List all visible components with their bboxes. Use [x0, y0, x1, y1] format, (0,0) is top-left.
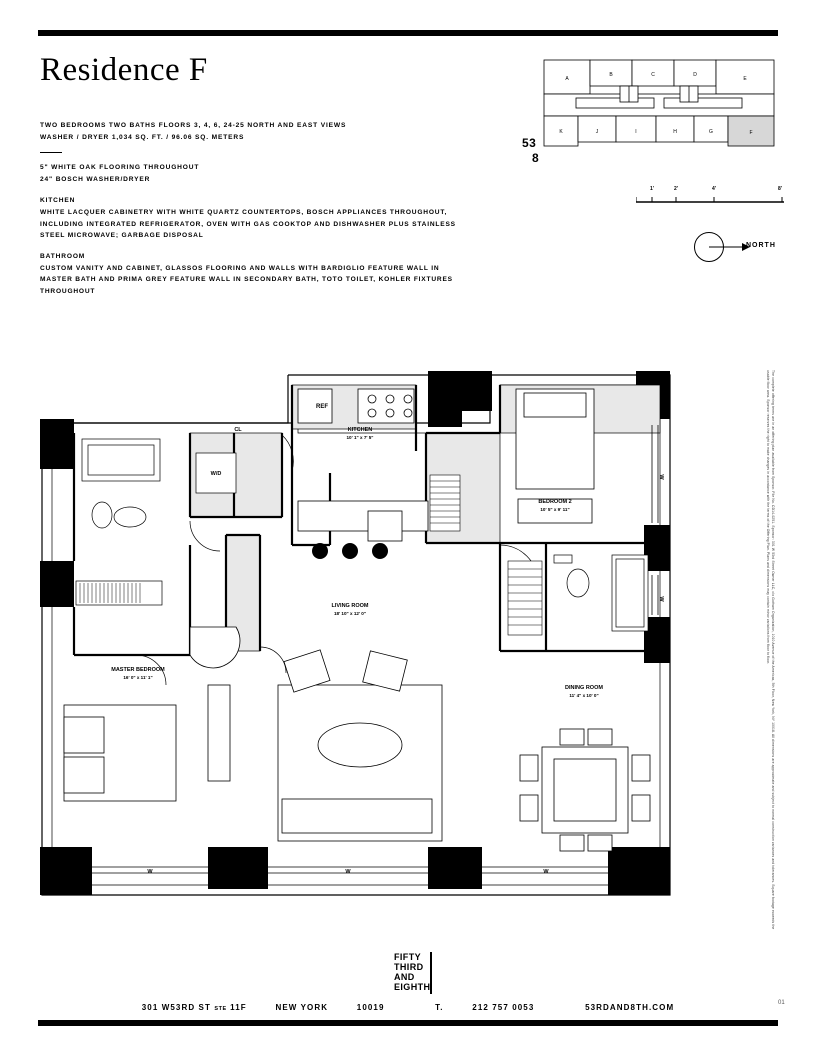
svg-text:F: F — [749, 130, 753, 136]
window-mark-right-1: W — [658, 474, 664, 480]
kitchen-body: WHITE LACQUER CABINETRY WITH WHITE QUARTZ COUNTERTOPS, BOSCH APPLIANCES THROUGHOUT, INCLUDING INTEGRATED REFRIGERATOR, OVEN WITH GAS COOKTOP AND DISHWASHER PLUS STAINLESS STEEL MICROWAVE; GARBAGE DISPOSAL — [40, 209, 456, 239]
north-indicator — [694, 232, 790, 268]
svg-text:I: I — [635, 129, 637, 135]
legal-disclaimer: The complete offering terms are in an offering plan available from Sponsor. File No. CD14-0251. Sponsor: 301 W 53rd Street Owner LLC, c/o Gotham Organization, 1010 Avenue of the Americas, 5th Floor, New York, NY 10018. All dimensions are approximate and subject to normal construction variances and tolerances. Square footage exceeds the usable floor area. Sponsor reserves the right to make changes in accordance with the terms of the Offering Plan. Plans and dimensions may contain minor variations from floor to floor. — [765, 370, 775, 930]
master-dims: 16' 0" x 11' 1" — [123, 675, 153, 680]
logo-divider — [430, 952, 432, 994]
scale-tick-4: 8' — [778, 186, 782, 192]
page-title: Residence F — [40, 52, 208, 88]
ref-label: REF — [316, 404, 328, 410]
footer-address: 301 W53RD ST — [141, 1003, 211, 1012]
key-plan — [522, 58, 782, 165]
footer-contact — [0, 1003, 816, 1012]
svg-text:D: D — [693, 72, 697, 78]
living-dims: 18' 10" x 12' 0" — [333, 611, 367, 616]
spec-line-2: WASHER / DRYER 1,034 SQ. FT. / 96.06 SQ. METERS — [40, 133, 245, 141]
bedroom2-dims: 10' 5" x 9' 11" — [540, 507, 570, 512]
window-mark-bottom-3: W — [543, 869, 549, 875]
dining-name: DINING ROOM — [565, 685, 603, 691]
bedroom2-name: BEDROOM 2 — [538, 499, 572, 505]
kitchen-section — [40, 197, 460, 242]
footer-phone[interactable]: 212 757 0053 — [472, 1003, 535, 1012]
window-mark-bottom-1: W — [147, 869, 153, 875]
north-label: NORTH — [746, 242, 776, 249]
footer-suite: 11F — [230, 1003, 247, 1012]
bathroom-heading: BATHROOM — [40, 252, 86, 260]
window-mark-right-2: W — [658, 596, 664, 602]
svg-text:E: E — [743, 76, 747, 82]
svg-text:K: K — [559, 129, 563, 135]
svg-text:A: A — [565, 76, 569, 82]
scale-bar — [636, 186, 784, 208]
floor-plan — [30, 355, 690, 915]
svg-text:H: H — [673, 129, 677, 135]
closet-label: CL — [234, 427, 242, 433]
key-plan-floor-top: 53 — [522, 136, 537, 150]
footer-address-ste: STE — [214, 1006, 227, 1012]
logo-line-1: FIFTY — [394, 952, 421, 962]
kitchen-dims: 10' 1" x 7' 5" — [346, 435, 374, 440]
scale-tick-1: 1' — [650, 186, 654, 192]
window-mark-bottom-2: W — [345, 869, 351, 875]
bathroom-body: CUSTOM VANITY AND CABINET, GLASSOS FLOORING AND WALLS WITH BARDIGLIO FEATURE WALL IN MASTER BATH AND PRIMA GREY FEATURE WALL IN SECONDARY BATH, TOTO TOILET, KOHLER FIXTURES THROUGHOUT — [40, 264, 453, 295]
scale-tick-2: 2' — [674, 186, 678, 192]
logo-line-4: EIGHTH — [394, 982, 431, 992]
floor-plan-drawing — [30, 355, 690, 915]
key-plan-floor-bottom: 8 — [532, 151, 540, 165]
footer-city: NEW YORK — [275, 1003, 329, 1012]
specifications-block — [40, 120, 460, 308]
svg-text:C: C — [651, 72, 655, 78]
bathroom-section — [40, 253, 460, 298]
logo-line-3: AND — [394, 972, 415, 982]
divider — [40, 152, 62, 153]
bottom-rule — [38, 1020, 778, 1026]
page-number: 01 — [778, 1000, 785, 1006]
kitchen-name: KITCHEN — [347, 427, 373, 433]
scale-tick-labels — [636, 186, 784, 194]
svg-text:B: B — [609, 72, 613, 78]
compass-arrow-icon — [694, 232, 790, 268]
logo-line-2: THIRD — [394, 962, 424, 972]
kitchen-heading: KITCHEN — [40, 197, 76, 204]
svg-text:G: G — [709, 129, 713, 135]
spec-line-1: TWO BEDROOMS TWO BATHS FLOORS 3, 4, 6, 24-25 NORTH AND EAST VIEWS — [40, 122, 347, 129]
flooring-line-1: 5" WHITE OAK FLOORING THROUGHOUT — [40, 164, 200, 171]
living-name: LIVING ROOM — [331, 603, 369, 609]
footer-phone-label: T. — [435, 1003, 444, 1012]
top-rule — [38, 30, 778, 36]
key-plan-diagram — [540, 58, 782, 154]
scale-tick-3: 4' — [712, 186, 716, 192]
master-name: MASTER BEDROOM — [111, 667, 165, 673]
flooring-line-2: 24" BOSCH WASHER/DRYER — [40, 175, 151, 183]
scale-bar-graphic — [636, 194, 784, 210]
footer-zip: 10019 — [356, 1003, 385, 1012]
dining-dims: 11' 4" x 10' 0" — [569, 693, 599, 698]
brand-logo — [394, 952, 430, 992]
wd-label: W/D — [210, 471, 222, 477]
footer-website[interactable]: 53RDAND8TH.COM — [585, 1003, 675, 1012]
svg-text:J: J — [595, 129, 599, 135]
